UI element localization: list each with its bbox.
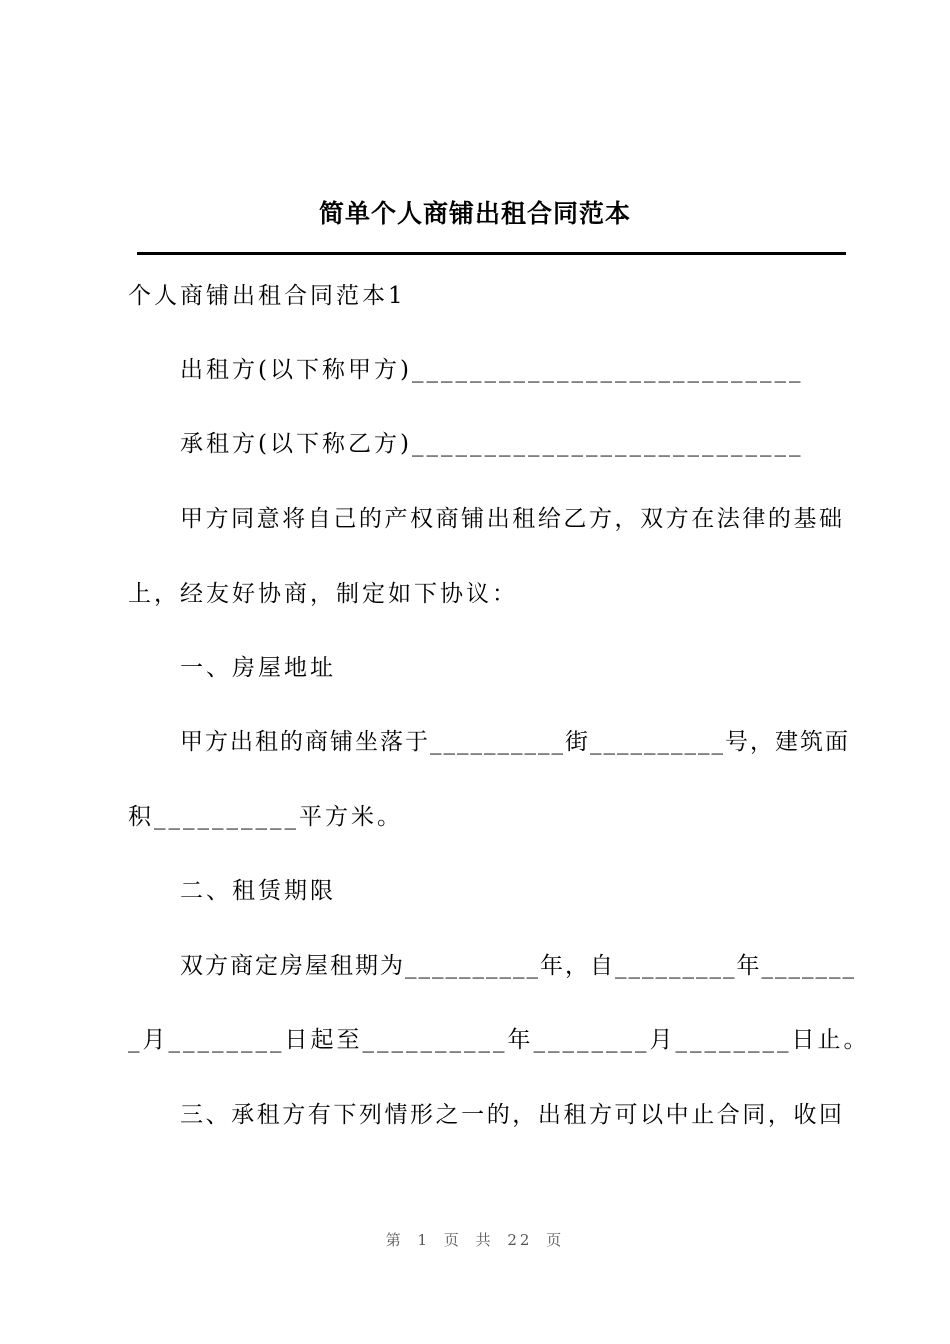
title-divider xyxy=(137,252,846,255)
paragraph-line: 甲方出租的商铺坐落于__________街__________号，建筑面 xyxy=(180,729,850,755)
paragraph-line: 三、承租方有下列情形之一的，出租方可以中止合同，收回 xyxy=(180,1102,844,1128)
section-heading: 个人商铺出租合同范本1 xyxy=(128,283,406,309)
document-title: 简单个人商铺出租合同范本 xyxy=(318,199,631,228)
lessee-line: 承租方(以下称乙方)___________________________ xyxy=(180,431,804,457)
paragraph-line: _月________日起至__________年________月________日止。 xyxy=(128,1027,870,1053)
paragraph-line: 积__________平方米。 xyxy=(128,804,403,830)
clause-heading: 二、租赁期限 xyxy=(180,878,336,904)
paragraph-line: 甲方同意将自己的产权商铺出租给乙方，双方在法律的基础 xyxy=(180,506,844,532)
paragraph-line: 双方商定房屋租期为__________年，自_________年_______ xyxy=(180,953,856,979)
lessor-line: 出租方(以下称甲方)___________________________ xyxy=(180,357,804,383)
page-number-footer: 第 1 页 共 22 页 xyxy=(385,1231,565,1249)
paragraph-line: 上，经友好协商，制定如下协议： xyxy=(128,581,518,607)
clause-heading: 一、房屋地址 xyxy=(180,655,336,681)
